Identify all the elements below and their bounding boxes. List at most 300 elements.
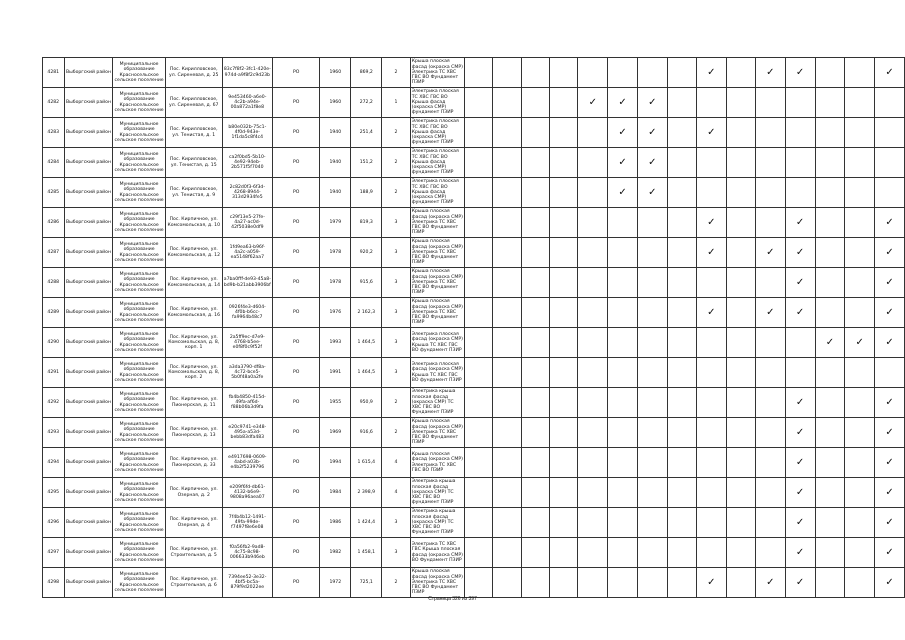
cell-works: Электрика плоская ТС ХВС ГВС ВО Крыша фасад (окраска СМР) фундамент ПЗИР — [410, 88, 464, 118]
cell-works: Электрика плоская фасад (окраска СМР) Крыша ТС ХВС ГВС ВО фундамент ПЗИР — [410, 358, 464, 388]
check-cell — [465, 268, 493, 298]
check-cell — [845, 448, 875, 478]
check-cell — [785, 238, 815, 268]
cell-floors: 2 — [382, 418, 410, 448]
cell-year: 1979 — [320, 208, 351, 238]
table-row — [43, 298, 905, 328]
check-cell — [696, 268, 726, 298]
cell-area: 1 458,1 — [351, 538, 382, 568]
check-cell — [578, 268, 608, 298]
check-cell — [726, 478, 755, 508]
check-cell — [696, 448, 726, 478]
check-cell — [521, 268, 549, 298]
cell-area: 725,1 — [351, 568, 382, 598]
cell-address: Пос. Кирпичное, ул. Строительная, д. 5 — [165, 538, 222, 568]
check-cell — [667, 448, 696, 478]
table-row — [43, 208, 905, 238]
cell-floors: 4 — [382, 478, 410, 508]
cell-floors: 2 — [382, 58, 410, 88]
check-cell — [845, 148, 875, 178]
check-cell — [785, 448, 815, 478]
check-cell — [521, 58, 549, 88]
check-mark-icon: ✓ — [795, 576, 805, 588]
table-row — [43, 178, 905, 208]
check-cell — [608, 58, 638, 88]
check-cell — [755, 418, 785, 448]
cell-district: Выборгский район — [64, 208, 113, 238]
check-cell — [521, 358, 549, 388]
cell-mo: Муниципальное образование Красносельское сельское поселение — [113, 298, 165, 328]
register-sheet — [42, 57, 905, 598]
check-cell — [550, 418, 578, 448]
check-cell — [696, 118, 726, 148]
cell-form: РО — [272, 418, 319, 448]
check-cell — [696, 418, 726, 448]
cell-form: РО — [272, 178, 319, 208]
check-cell — [578, 358, 608, 388]
cell-address: Пос. Кирпичное, ул. Комсомольская, д. 12 — [165, 238, 222, 268]
check-mark-icon: ✓ — [707, 126, 716, 138]
check-cell — [521, 238, 549, 268]
check-cell — [608, 568, 638, 598]
table-row — [43, 58, 905, 88]
check-cell — [465, 418, 493, 448]
cell-year: 1960 — [320, 58, 351, 88]
cell-form: РО — [272, 58, 319, 88]
check-cell — [667, 58, 696, 88]
cell-year: 1986 — [320, 508, 351, 538]
check-cell — [785, 208, 815, 238]
cell-year: 1940 — [320, 178, 351, 208]
check-cell — [726, 448, 755, 478]
cell-form: РО — [272, 508, 319, 538]
cell-form: РО — [272, 568, 319, 598]
check-cell — [755, 148, 785, 178]
check-cell — [608, 358, 638, 388]
check-cell — [785, 508, 815, 538]
check-cell — [667, 568, 696, 598]
check-cell — [815, 268, 845, 298]
check-cell — [726, 268, 755, 298]
check-cell — [667, 388, 696, 418]
cell-area: 151,2 — [351, 148, 382, 178]
check-cell — [578, 388, 608, 418]
cell-year: 1940 — [320, 148, 351, 178]
cell-area: 920,2 — [351, 238, 382, 268]
check-cell — [667, 478, 696, 508]
check-cell — [726, 238, 755, 268]
check-cell — [608, 208, 638, 238]
cell-area: 869,2 — [351, 58, 382, 88]
check-cell — [755, 118, 785, 148]
check-cell — [755, 448, 785, 478]
cell-address: Пос. Кирилловское, ул. Тенистая, д. 1 — [165, 118, 222, 148]
check-cell — [815, 568, 845, 598]
check-cell — [637, 298, 667, 328]
check-cell — [521, 478, 549, 508]
check-cell — [755, 568, 785, 598]
check-cell — [696, 178, 726, 208]
cell-works: Крыша плоская фасад (окраска СМР) Электрика ТС ХВС ГВС ВО Фундамент ПЗИР — [410, 208, 464, 238]
check-mark-icon: ✓ — [707, 66, 716, 78]
check-cell — [465, 148, 493, 178]
check-cell — [521, 298, 549, 328]
check-cell — [493, 328, 521, 358]
check-cell — [667, 268, 696, 298]
check-cell — [465, 358, 493, 388]
cell-code: 1fd9ea63-b96f-4a2c-a059-ea5148f62aa7 — [222, 238, 272, 268]
cell-num: 4298 — [43, 568, 65, 598]
check-mark-icon: ✓ — [648, 96, 657, 108]
cell-num: 4294 — [43, 448, 65, 478]
table-row — [43, 328, 905, 358]
check-cell — [696, 328, 726, 358]
cell-num: 4296 — [43, 508, 65, 538]
cell-area: 1 615,4 — [351, 448, 382, 478]
check-mark-icon: ✓ — [707, 306, 716, 318]
cell-code: e209f6fd-db61-4132-b6e9-9808a96aea07 — [222, 478, 272, 508]
check-cell — [493, 568, 521, 598]
cell-area: 950,9 — [351, 388, 382, 418]
check-mark-icon: ✓ — [885, 246, 894, 258]
check-cell — [785, 178, 815, 208]
check-cell — [845, 358, 875, 388]
check-cell — [550, 478, 578, 508]
cell-district: Выборгский район — [64, 568, 113, 598]
check-cell — [755, 538, 785, 568]
cell-district: Выборгский район — [64, 298, 113, 328]
check-cell — [465, 238, 493, 268]
cell-works: Крыша плоская фасад (окраска СМР) Электрика ТС ХВС ГВС ВО Фундамент ПЗИР — [410, 418, 464, 448]
cell-district: Выборгский район — [64, 328, 113, 358]
cell-floors: 3 — [382, 538, 410, 568]
cell-year: 1969 — [320, 418, 351, 448]
cell-num: 4291 — [43, 358, 65, 388]
check-cell — [696, 568, 726, 598]
cell-floors: 3 — [382, 328, 410, 358]
table-row — [43, 448, 905, 478]
cell-year: 1940 — [320, 118, 351, 148]
check-cell — [875, 388, 905, 418]
check-cell — [608, 88, 638, 118]
table-row — [43, 508, 905, 538]
check-cell — [726, 118, 755, 148]
check-cell — [815, 328, 845, 358]
cell-area: 2 162,3 — [351, 298, 382, 328]
check-cell — [637, 268, 667, 298]
cell-district: Выборгский район — [64, 538, 113, 568]
check-cell — [815, 508, 845, 538]
check-mark-icon: ✓ — [707, 216, 716, 228]
cell-address: Пос. Кирпичное, ул. Комсомольская, д. 10 — [165, 208, 222, 238]
check-cell — [845, 568, 875, 598]
cell-code: 0926f4e3-d604-4f0b-b6cc-fa9964b48c7 — [222, 298, 272, 328]
table-body — [43, 58, 905, 598]
check-mark-icon: ✓ — [766, 246, 775, 258]
cell-works: Электрика плоская фасад (окраска СМР) Крыша ТС ХВС ГВС ВО фундамент ПЗИР — [410, 328, 464, 358]
check-cell — [550, 388, 578, 418]
check-mark-icon: ✓ — [795, 276, 805, 288]
cell-mo: Муниципальное образование Красносельское сельское поселение — [113, 328, 165, 358]
check-mark-icon: ✓ — [885, 546, 894, 558]
check-cell — [493, 268, 521, 298]
cell-mo: Муниципальное образование Красносельское сельское поселение — [113, 478, 165, 508]
check-cell — [493, 208, 521, 238]
cell-num: 4292 — [43, 388, 65, 418]
cell-floors: 1 — [382, 88, 410, 118]
check-cell — [667, 358, 696, 388]
cell-code: fb4b4850-415d-49fa-af6d-f88b06b3d9fa — [222, 388, 272, 418]
check-cell — [696, 538, 726, 568]
cell-floors: 3 — [382, 238, 410, 268]
check-cell — [521, 448, 549, 478]
check-cell — [493, 358, 521, 388]
check-cell — [637, 508, 667, 538]
check-mark-icon: ✓ — [648, 156, 657, 168]
check-cell — [875, 178, 905, 208]
cell-mo: Муниципальное образование Красносельское сельское поселение — [113, 418, 165, 448]
check-mark-icon: ✓ — [618, 126, 627, 138]
check-cell — [875, 358, 905, 388]
cell-address: Пос. Кирпичное, ул. Комсомольская, д. 14 — [165, 268, 222, 298]
cell-floors: 2 — [382, 388, 410, 418]
check-cell — [696, 358, 726, 388]
cell-year: 1978 — [320, 268, 351, 298]
check-cell — [608, 448, 638, 478]
cell-mo: Муниципальное образование Красносельское сельское поселение — [113, 238, 165, 268]
check-cell — [493, 538, 521, 568]
check-cell — [785, 298, 815, 328]
cell-num: 4297 — [43, 538, 65, 568]
cell-code: 7f4b4b12-1491-49fa-99de-f7497f8e6e08 — [222, 508, 272, 538]
cell-year: 1976 — [320, 298, 351, 328]
check-cell — [845, 208, 875, 238]
check-cell — [608, 418, 638, 448]
cell-num: 4290 — [43, 328, 65, 358]
check-cell — [755, 358, 785, 388]
check-cell — [637, 328, 667, 358]
cell-code: 7394ee52-3e32-4bf5-bc5a-879f9d2022ee — [222, 568, 272, 598]
check-mark-icon: ✓ — [795, 426, 805, 438]
check-cell — [815, 118, 845, 148]
check-mark-icon: ✓ — [766, 576, 775, 588]
cell-mo: Муниципальное образование Красносельское сельское поселение — [113, 358, 165, 388]
check-cell — [785, 328, 815, 358]
check-cell — [608, 148, 638, 178]
check-cell — [521, 328, 549, 358]
check-cell — [637, 88, 667, 118]
cell-area: 251,4 — [351, 118, 382, 148]
check-cell — [815, 58, 845, 88]
check-cell — [845, 118, 875, 148]
check-cell — [578, 208, 608, 238]
cell-floors: 3 — [382, 358, 410, 388]
cell-code: 9e453460-a6e0-4c2b-a94e-00a872a1f8e8 — [222, 88, 272, 118]
check-mark-icon: ✓ — [618, 96, 627, 108]
check-cell — [875, 88, 905, 118]
cell-district: Выборгский район — [64, 178, 113, 208]
cell-code: e20c9741-e348-495a-a53d-bebb83dfa483 — [222, 418, 272, 448]
cell-form: РО — [272, 298, 319, 328]
check-cell — [785, 568, 815, 598]
check-mark-icon: ✓ — [885, 576, 894, 588]
cell-num: 4286 — [43, 208, 65, 238]
check-cell — [815, 418, 845, 448]
cell-works: Электрика плоская ТС ХВС ГВС ВО Крыша фасад (окраска СМР) фундамент ПЗИР — [410, 118, 464, 148]
check-cell — [755, 178, 785, 208]
cell-area: 819,3 — [351, 208, 382, 238]
cell-form: РО — [272, 88, 319, 118]
check-cell — [608, 478, 638, 508]
check-cell — [465, 328, 493, 358]
cell-mo: Муниципальное образование Красносельское сельское поселение — [113, 538, 165, 568]
cell-year: 1993 — [320, 328, 351, 358]
cell-mo: Муниципальное образование Красносельское сельское поселение — [113, 208, 165, 238]
check-cell — [845, 508, 875, 538]
check-cell — [815, 88, 845, 118]
check-cell — [726, 208, 755, 238]
check-cell — [875, 268, 905, 298]
check-cell — [755, 328, 785, 358]
check-cell — [550, 568, 578, 598]
cell-district: Выборгский район — [64, 358, 113, 388]
cell-form: РО — [272, 118, 319, 148]
check-cell — [637, 358, 667, 388]
cell-code: 2c82d0f3-6f3d-4268-8944-313d2934fe5 — [222, 178, 272, 208]
cell-works: Электрика крыша плоская фасад (окраска СМР) ТС ХВС ГВС ВО фундамент ПЗИР — [410, 478, 464, 508]
cell-works: Крыша плоская фасад (окраска СМР) Электрика ТС ХВС ГВС ВО Фундамент ПЗИР — [410, 298, 464, 328]
check-cell — [667, 148, 696, 178]
check-cell — [785, 418, 815, 448]
cell-works: Электрика крыша плоская фасад (окраска СМР) ТС ХВС ГВС ВО Фундамент ПЗИР — [410, 388, 464, 418]
cell-num: 4289 — [43, 298, 65, 328]
check-cell — [578, 298, 608, 328]
cell-form: РО — [272, 358, 319, 388]
check-cell — [696, 478, 726, 508]
check-mark-icon: ✓ — [885, 456, 894, 468]
check-cell — [755, 478, 785, 508]
cell-code: 83c7f8f2-3fc1-420e-974d-a9f8f2c9d23b — [222, 58, 272, 88]
cell-year: 1978 — [320, 238, 351, 268]
cell-address: Пос. Кирпичное, ул. Пионерская, д. 13 — [165, 418, 222, 448]
cell-floors: 2 — [382, 178, 410, 208]
table-row — [43, 568, 905, 598]
cell-code: 2a5ff9ec-d7e9-4768-b5ee-e0f8f0c9f52f — [222, 328, 272, 358]
cell-area: 1 464,5 — [351, 358, 382, 388]
check-cell — [845, 178, 875, 208]
check-cell — [815, 148, 845, 178]
check-cell — [637, 448, 667, 478]
check-cell — [465, 478, 493, 508]
cell-mo: Муниципальное образование Красносельское сельское поселение — [113, 88, 165, 118]
cell-year: 1960 — [320, 88, 351, 118]
cell-works: Крыша плоская фасад (окраска СМР) Электрика ТС ХВС ГВС ВО Фундамент ПЗИР — [410, 58, 464, 88]
cell-area: 1 464,5 — [351, 328, 382, 358]
check-cell — [578, 88, 608, 118]
page-footer: Страница 326 из 397 — [428, 596, 477, 602]
check-cell — [815, 388, 845, 418]
cell-code: b80e032b-75c1-4f0d-943e-1f1da5c8f4c4 — [222, 118, 272, 148]
check-cell — [845, 478, 875, 508]
cell-num: 4281 — [43, 58, 65, 88]
check-cell — [521, 88, 549, 118]
check-cell — [578, 328, 608, 358]
check-cell — [875, 448, 905, 478]
check-cell — [696, 298, 726, 328]
check-cell — [875, 298, 905, 328]
check-cell — [785, 478, 815, 508]
check-cell — [521, 118, 549, 148]
check-mark-icon: ✓ — [795, 396, 805, 408]
check-cell — [578, 418, 608, 448]
table-row — [43, 118, 905, 148]
check-cell — [493, 478, 521, 508]
cell-form: РО — [272, 448, 319, 478]
check-mark-icon: ✓ — [795, 486, 805, 498]
check-cell — [726, 88, 755, 118]
check-mark-icon: ✓ — [885, 336, 894, 348]
check-cell — [637, 208, 667, 238]
cell-district: Выборгский район — [64, 448, 113, 478]
check-cell — [667, 238, 696, 268]
check-cell — [875, 118, 905, 148]
check-mark-icon: ✓ — [885, 426, 894, 438]
cell-district: Выборгский район — [64, 118, 113, 148]
cell-num: 4293 — [43, 418, 65, 448]
check-cell — [608, 268, 638, 298]
cell-form: РО — [272, 478, 319, 508]
cell-address: Пос. Кирилловское, ул. Тенистая, д. 9 — [165, 178, 222, 208]
cell-floors: 2 — [382, 568, 410, 598]
check-cell — [637, 178, 667, 208]
check-cell — [465, 568, 493, 598]
table-row — [43, 478, 905, 508]
check-cell — [815, 238, 845, 268]
table-row — [43, 238, 905, 268]
cell-district: Выборгский район — [64, 58, 113, 88]
check-cell — [815, 208, 845, 238]
cell-mo: Муниципальное образование Красносельское сельское поселение — [113, 448, 165, 478]
check-cell — [845, 58, 875, 88]
check-cell — [726, 148, 755, 178]
cell-num: 4288 — [43, 268, 65, 298]
check-cell — [875, 208, 905, 238]
cell-mo: Муниципальное образование Красносельское сельское поселение — [113, 178, 165, 208]
check-cell — [521, 568, 549, 598]
check-cell — [667, 418, 696, 448]
check-mark-icon: ✓ — [588, 96, 597, 108]
check-cell — [875, 478, 905, 508]
check-mark-icon: ✓ — [795, 66, 805, 78]
cell-works: Электрика плоская ТС ХВС ГВС ВО Крыша фасад (окраска СМР) фундамент ПЗИР — [410, 178, 464, 208]
cell-form: РО — [272, 148, 319, 178]
cell-works: Крыша плоская фасад (окраска СМР) Электрика ТС ХВС ГВС ВО Фундамент ПЗИР — [410, 568, 464, 598]
cell-address: Пос. Кирпичное, ул. Комсомольская, д. 8, корп. 2 — [165, 358, 222, 388]
check-cell — [815, 538, 845, 568]
cell-area: 916,6 — [351, 418, 382, 448]
check-cell — [465, 58, 493, 88]
cell-form: РО — [272, 388, 319, 418]
check-cell — [845, 538, 875, 568]
check-cell — [875, 238, 905, 268]
cell-address: Пос. Кирпичное, ул. Строительная, д. 6 — [165, 568, 222, 598]
cell-district: Выборгский район — [64, 478, 113, 508]
table-row — [43, 268, 905, 298]
check-cell — [785, 388, 815, 418]
check-cell — [608, 508, 638, 538]
check-cell — [521, 148, 549, 178]
check-mark-icon: ✓ — [618, 186, 627, 198]
